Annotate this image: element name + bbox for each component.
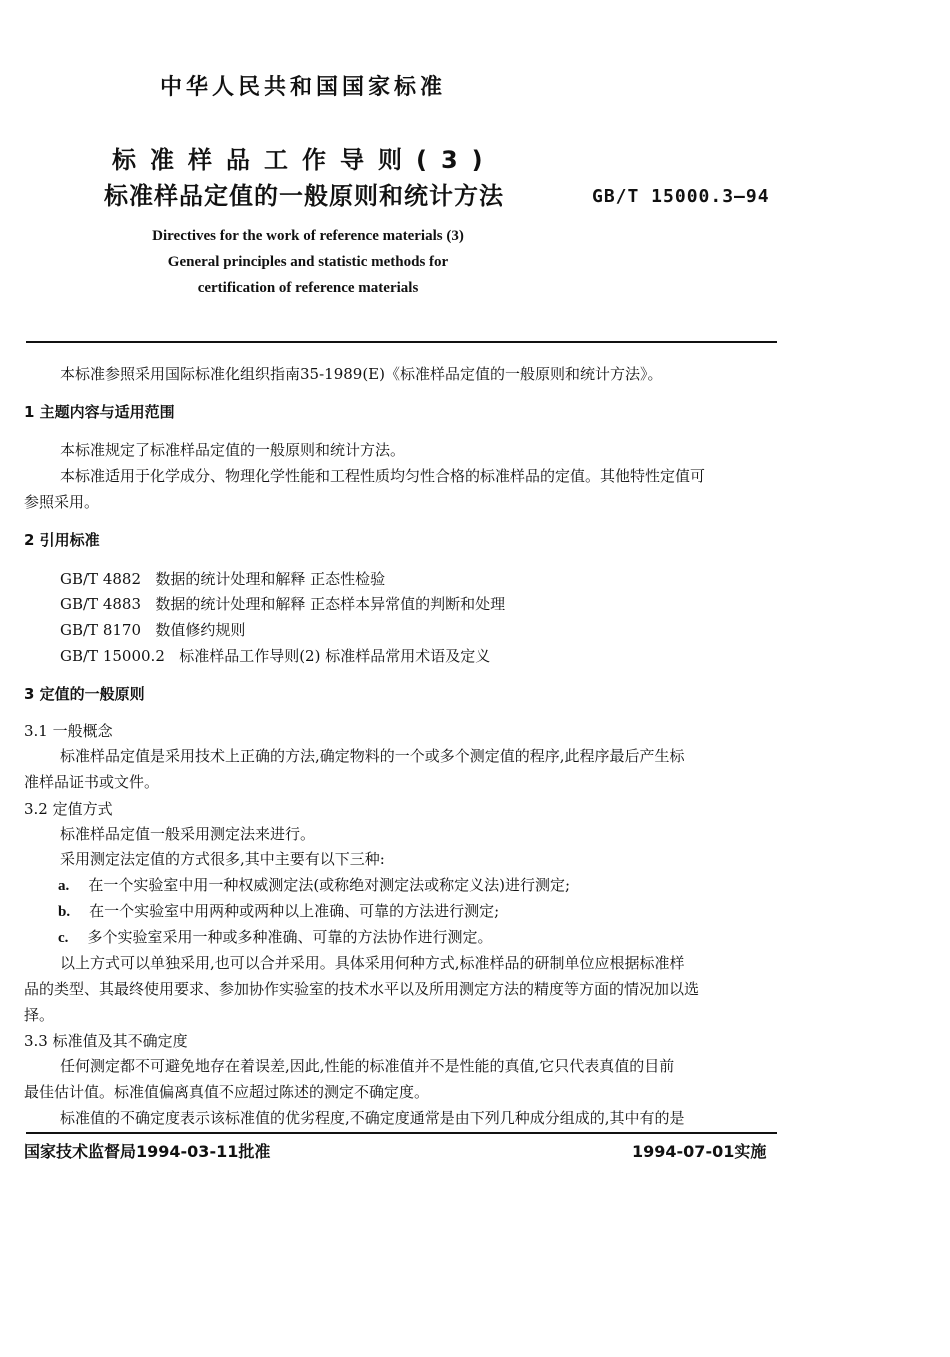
section3-2-p3-line1: 以上方式可以单独采用,也可以合并采用。具体采用何种方式,标准样品的研制单位应根据标准样 <box>60 954 685 972</box>
list-item-text: 多个实验室采用一种或多种准确、可靠的方法协作进行测定。 <box>87 928 493 946</box>
section1-p1: 本标准规定了标准样品定值的一般原则和统计方法。 <box>60 441 406 459</box>
section2-heading: 2 引用标准 <box>24 531 100 549</box>
section3-3-p1-line1: 任何测定都不可避免地存在着误差,因此,性能的标准值并不是性能的真值,它只代表真值的目前 <box>60 1057 675 1075</box>
list-item-label: c. <box>58 930 69 946</box>
reference-item <box>60 617 245 643</box>
section1-p2-line2: 参照采用。 <box>24 493 100 511</box>
footer-divider <box>26 1132 777 1134</box>
section3-2-p2: 采用测定法定值的方式很多,其中主要有以下三种: <box>60 850 385 868</box>
reference-item <box>60 643 490 669</box>
header-divider <box>26 341 777 343</box>
reference-code: GB/T 8170 <box>60 621 142 639</box>
list-item-text: 在一个实验室中用两种或两种以上准确、可靠的方法进行测定; <box>89 902 500 920</box>
reference-item <box>60 566 385 592</box>
list-item-text: 在一个实验室中用一种权威测定法(或称绝对测定法或称定义法)进行测定; <box>88 876 571 894</box>
reference-code: GB/T 4883 <box>60 595 142 613</box>
section1-heading: 1 主题内容与适用范围 <box>24 403 175 421</box>
english-title-line1: Directives for the work of reference materials (3) <box>152 228 464 244</box>
reference-title: 数据的统计处理和解释 正态性检验 <box>155 570 386 588</box>
list-item-label: b. <box>58 904 71 920</box>
english-title-line2: General principles and statistic methods for <box>167 254 449 270</box>
english-title-line3: certification of reference materials <box>197 280 419 296</box>
section1-p2-line1: 本标准适用于化学成分、物理化学性能和工程性质均匀性合格的标准样品的定值。其他特性定值可 <box>60 467 706 485</box>
section3-1-heading: 3.1 一般概念 <box>24 722 113 740</box>
reference-item <box>60 591 505 617</box>
reference-title: 数据的统计处理和解释 正态样本异常值的判断和处理 <box>155 595 506 613</box>
approval-date: 国家技术监督局1994-03-11批准 <box>24 1142 271 1161</box>
intro-paragraph: 本标准参照采用国际标准化组织指南35-1989(E)《标准样品定值的一般原则和统计方法》。 <box>60 365 663 383</box>
standard-title-line1: 标准样品工作导则(3) <box>112 146 497 174</box>
section3-3-p1-line2: 最佳估计值。标准值偏离真值不应超过陈述的测定不确定度。 <box>24 1083 430 1101</box>
section3-2-heading: 3.2 定值方式 <box>24 800 113 818</box>
reference-code: GB/T 15000.2 <box>60 647 165 665</box>
effective-date: 1994-07-01实施 <box>632 1142 767 1161</box>
section3-heading: 3 定值的一般原则 <box>24 685 145 703</box>
standard-code: GB/T 15000.3—94 <box>592 186 770 207</box>
standard-title-line2: 标准样品定值的一般原则和统计方法 <box>104 182 504 210</box>
section3-3-p2-line1: 标准值的不确定度表示该标准值的优劣程度,不确定度通常是由下列几种成分组成的,其中有的是 <box>60 1109 685 1127</box>
reference-title: 标准样品工作导则(2) 标准样品常用术语及定义 <box>179 647 491 665</box>
list-item-label: a. <box>58 878 70 894</box>
list-item <box>58 872 570 899</box>
section3-3-heading: 3.3 标准值及其不确定度 <box>24 1032 188 1050</box>
section3-2-p1: 标准样品定值一般采用测定法来进行。 <box>60 825 316 843</box>
section3-1-p1-line2: 准样品证书或文件。 <box>24 773 160 791</box>
section3-2-p3-line2: 品的类型、其最终使用要求、参加协作实验室的技术水平以及所用测定方法的精度等方面的情况加以选 <box>24 980 700 998</box>
reference-title: 数值修约规则 <box>155 621 246 639</box>
reference-code: GB/T 4882 <box>60 570 142 588</box>
section3-2-p3-line3: 择。 <box>24 1006 55 1024</box>
list-item <box>58 898 499 925</box>
section3-1-p1-line1: 标准样品定值是采用技术上正确的方法,确定物料的一个或多个测定值的程序,此程序最后产生标 <box>60 747 685 765</box>
list-item <box>58 924 493 951</box>
country-standard-heading: 中华人民共和国国家标准 <box>160 75 447 100</box>
